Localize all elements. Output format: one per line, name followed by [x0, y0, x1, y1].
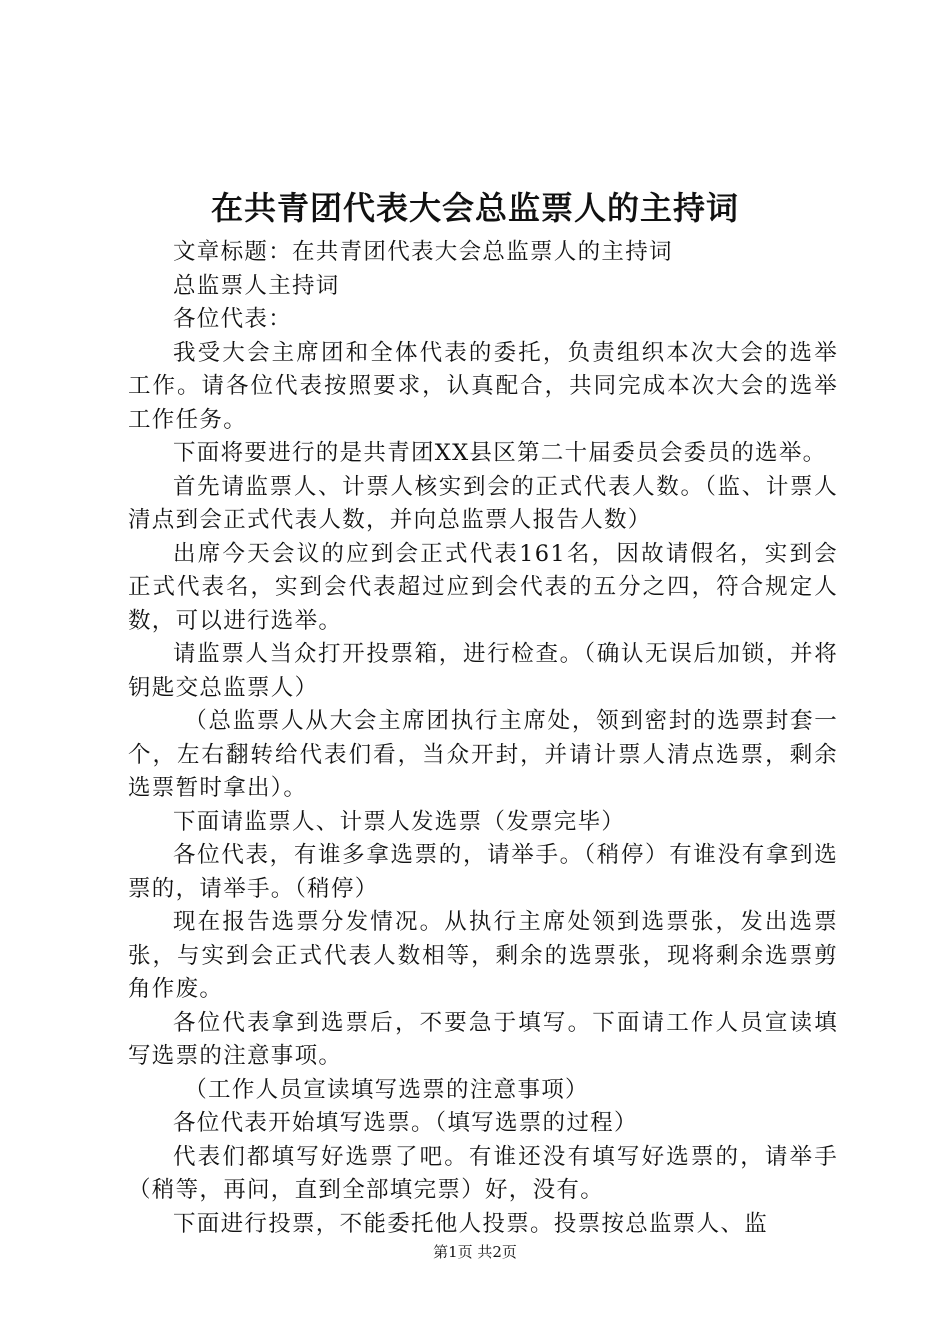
paragraph: 总监票人主持词: [173, 272, 340, 299]
paragraph: 下面请监票人、计票人发选票（发票完毕）: [173, 808, 626, 835]
paragraph: （工作人员宣读填写选票的注意事项）: [184, 1076, 589, 1103]
document-body: [128, 236, 838, 1241]
paragraph: 各位代表开始填写选票。（填写选票的过程）: [173, 1110, 638, 1136]
paragraph: 各位代表：: [173, 306, 293, 332]
paragraph: 请监票人当众打开投票箱，进行检查。（确认无误后加锁，并将钥匙交总监票人）: [128, 641, 838, 701]
paragraph: 现在报告选票分发情况。从执行主席处领到选票张，发出选票张，与实到会正式代表人数相等，剩余的选票张，现将剩余选票剪角作废。: [128, 909, 838, 1002]
document-title: 在共青团代表大会总监票人的主持词: [210, 189, 739, 227]
page-footer: 第1页 共2页: [433, 1243, 517, 1261]
paragraph: 下面进行投票，不能委托他人投票。投票按总监票人、监: [173, 1210, 769, 1237]
paragraph: （总监票人从大会主席团执行主席处，领到密封的选票封套一个，左右翻转给代表们看，当众开封，并请计票人清点选票，剩余选票暂时拿出）。: [128, 708, 838, 801]
paragraph: 代表们都填写好选票了吧。有谁还没有填写好选票的，请举手（稍等，再问，直到全部填完票）好，没有。: [128, 1143, 838, 1203]
paragraph: 首先请监票人、计票人核实到会的正式代表人数。（监、计票人清点到会正式代表人数，并向总监票人报告人数）: [128, 473, 838, 533]
paragraph: 我受大会主席团和全体代表的委托，负责组织本次大会的选举工作。请各位代表按照要求，认真配合，共同完成本次大会的选举工作任务。: [128, 339, 838, 433]
paragraph: 各位代表拿到选票后，不要急于填写。下面请工作人员宣读填写选票的注意事项。: [128, 1009, 838, 1069]
paragraph: 下面将要进行的是共青团XX县区第二十届委员会委员的选举。: [173, 440, 827, 466]
paragraph: 出席今天会议的应到会正式代表161名，因故请假名，实到会正式代表名，实到会代表超过应到会代表的五分之四，符合规定人数，可以进行选举。: [128, 540, 838, 634]
paragraph: 各位代表，有谁多拿选票的，请举手。（稍停）有谁没有拿到选票的，请举手。（稍停）: [128, 842, 838, 902]
paragraph: 文章标题：在共青团代表大会总监票人的主持词: [173, 239, 673, 265]
